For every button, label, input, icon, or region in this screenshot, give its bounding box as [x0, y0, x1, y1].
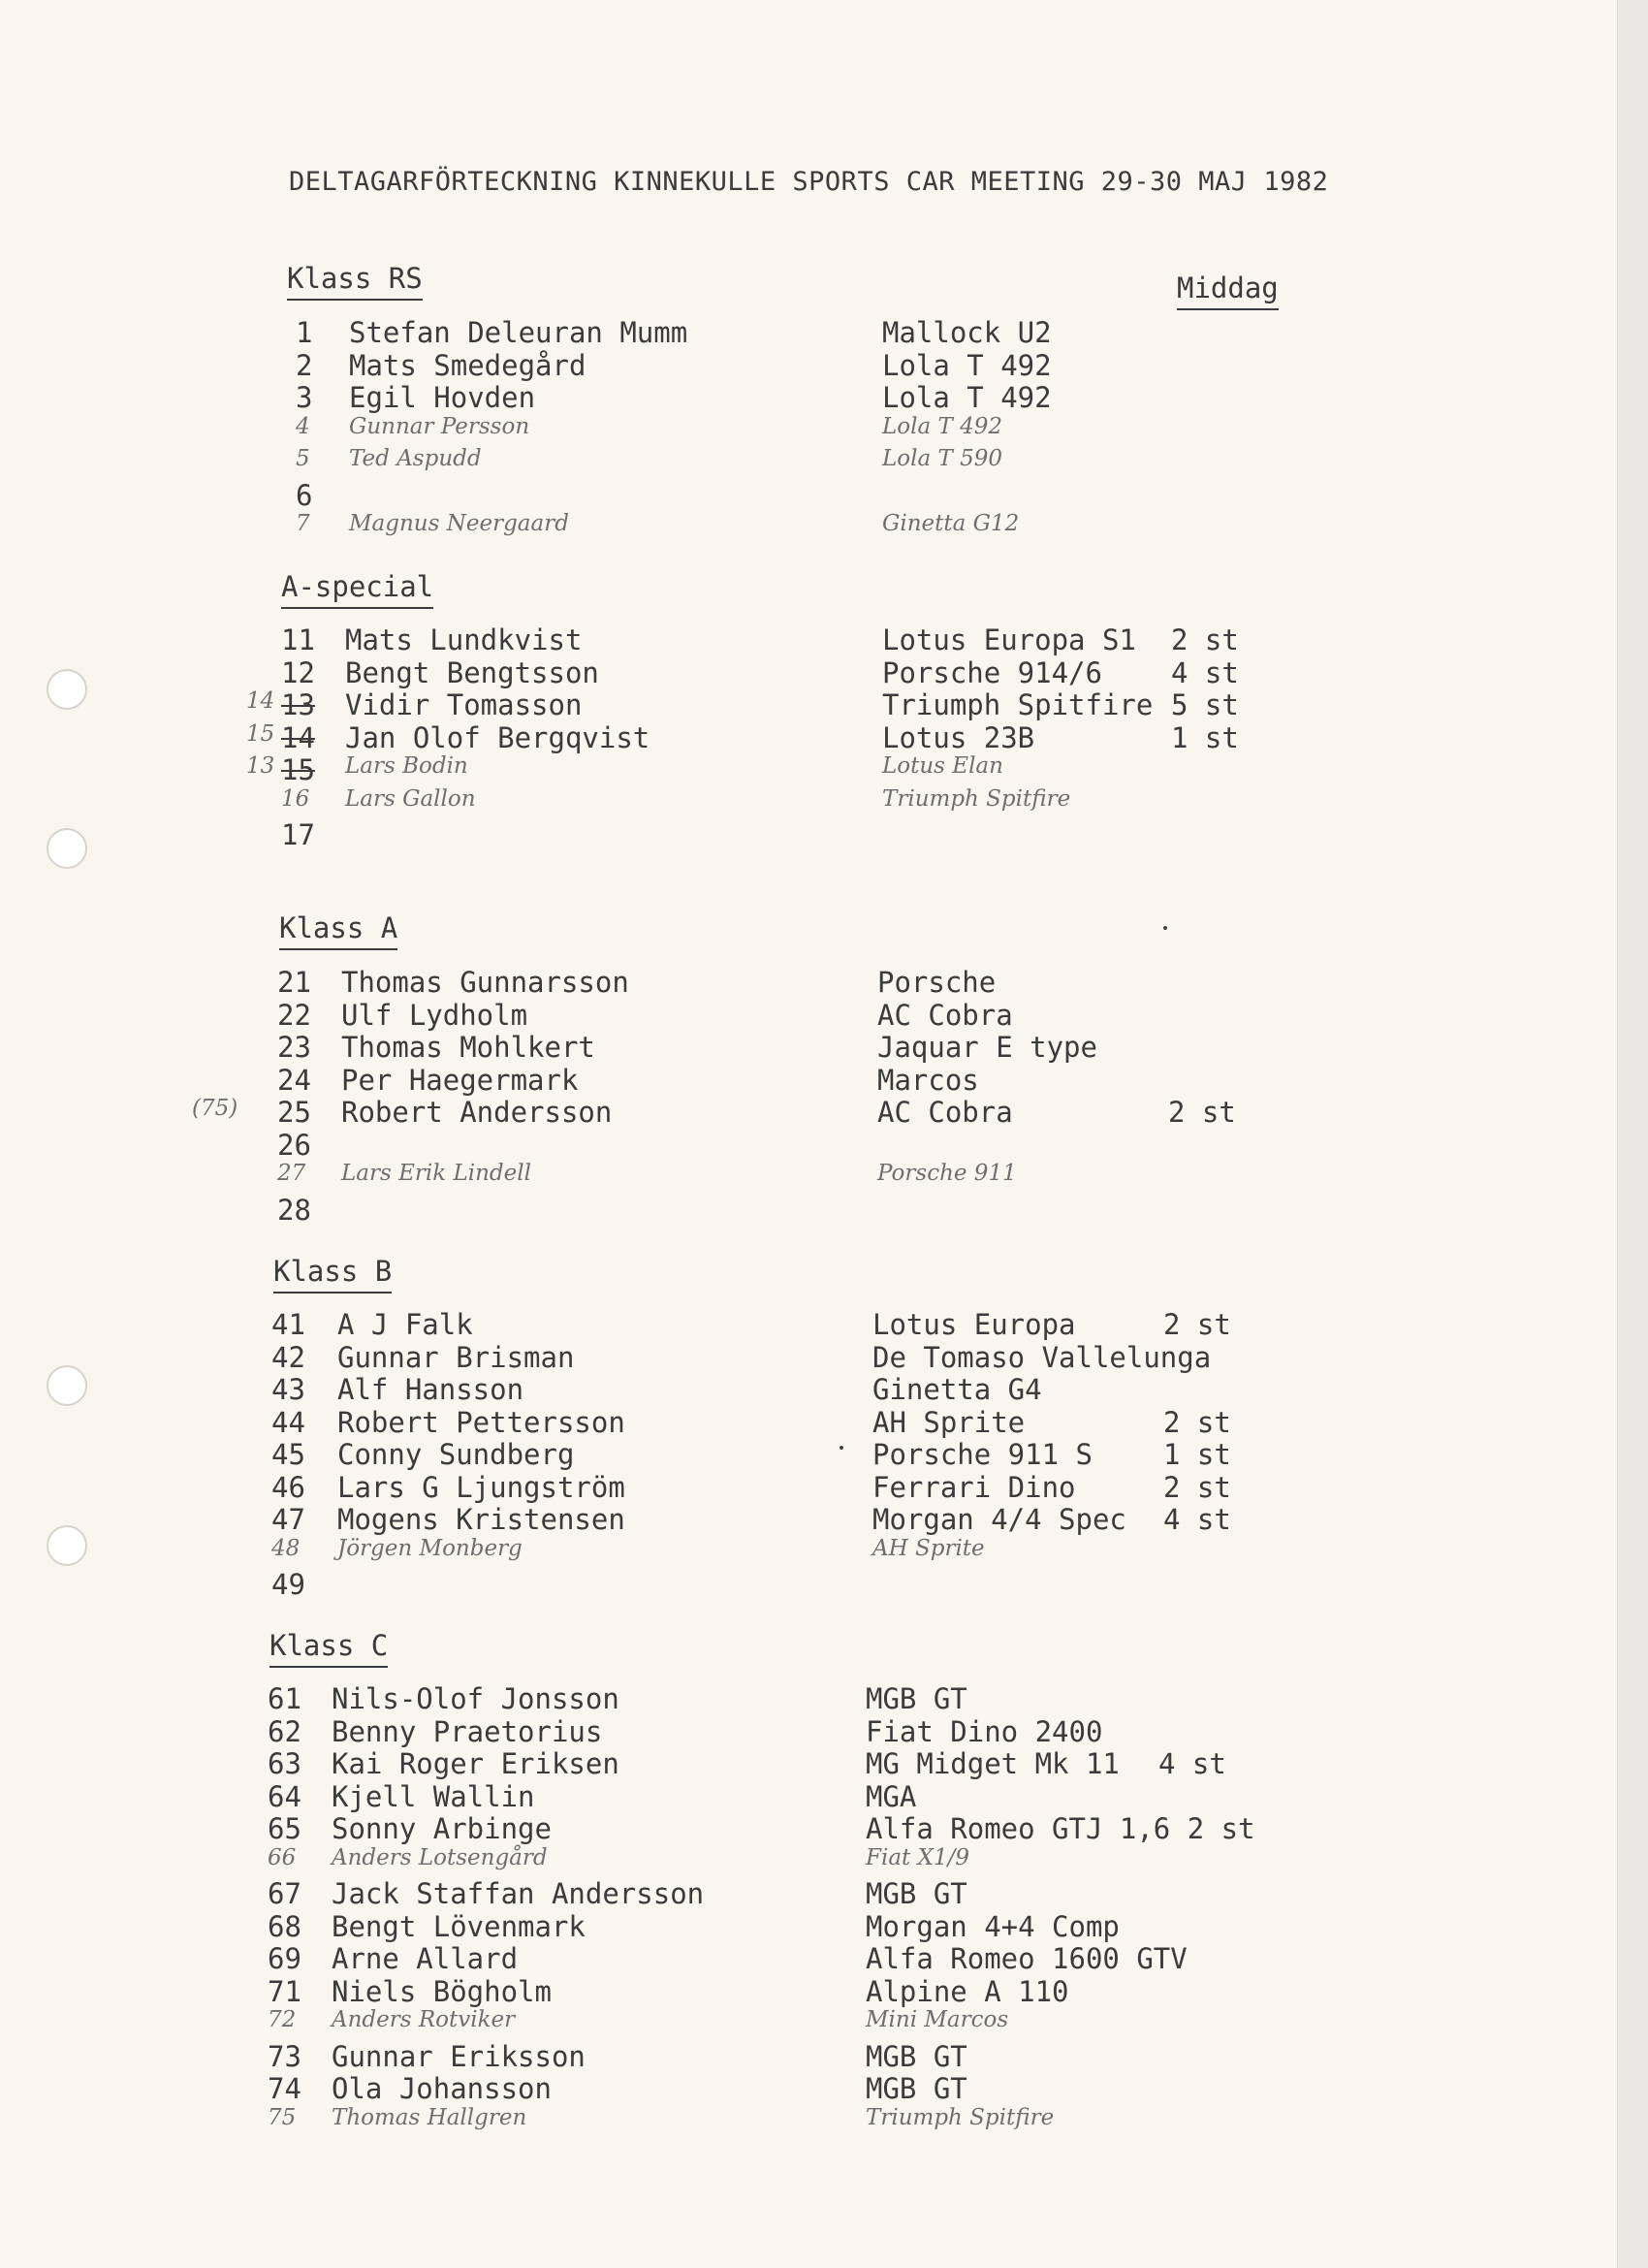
dinner-count: 2 st [1163, 1308, 1231, 1341]
car-model: Lola T 492 [882, 381, 1052, 414]
car-model: Triumph Spitfire [882, 785, 1071, 812]
dinner-count: 2 st [1168, 1096, 1236, 1129]
car-model: Lotus Europa [872, 1308, 1076, 1341]
driver-name: Niels Bögholm [332, 1974, 552, 2008]
entry-row [0, 753, 1357, 786]
entry-row [0, 1877, 1357, 1910]
driver-name: Magnus Neergaard [349, 511, 569, 536]
start-number: 12 [281, 655, 315, 689]
entry-row [0, 2072, 1357, 2105]
entry-row [0, 349, 1357, 382]
car-model: Ferrari Dino [872, 1470, 1076, 1504]
start-number: 67 [268, 1877, 301, 1910]
driver-name: Gunnar Brisman [337, 1340, 575, 1374]
driver-name: Per Haegermark [341, 1063, 579, 1097]
entry-row [0, 1503, 1357, 1536]
car-model: Porsche 911 [877, 1161, 1017, 1186]
driver-name: A J Falk [337, 1308, 473, 1341]
dinner-count: 2 st [1163, 1405, 1231, 1439]
start-number: 7 [296, 511, 310, 536]
entry-row [0, 1406, 1357, 1439]
driver-name: Lars Erik Lindell [341, 1161, 531, 1186]
entry-row [0, 1341, 1357, 1374]
entry-row [0, 1715, 1357, 1748]
start-number: 4 [296, 413, 310, 439]
start-number: 47 [271, 1503, 305, 1536]
car-model: Alpine A 110 [866, 1974, 1069, 2008]
driver-name: Lars G Ljungström [337, 1470, 625, 1504]
entry-row [0, 1161, 1357, 1194]
car-model: Jaquar E type [877, 1031, 1097, 1064]
entry-row [0, 786, 1357, 819]
car-model: Lola T 492 [882, 413, 1003, 439]
dinner-count: 4 st [1163, 1503, 1231, 1536]
car-model: Alfa Romeo 1600 GTV [866, 1942, 1188, 1975]
start-number: 48 [271, 1535, 301, 1561]
entry-row [0, 1031, 1357, 1064]
driver-name: Robert Andersson [341, 1096, 613, 1129]
driver-name: Ulf Lydholm [341, 998, 528, 1032]
car-model: Porsche 914/6 [882, 655, 1102, 689]
entry-row [0, 999, 1357, 1032]
start-number: 45 [271, 1438, 305, 1471]
entry-row [0, 1845, 1357, 1878]
car-model: Porsche [877, 966, 997, 999]
start-number: 22 [277, 998, 311, 1032]
section-heading: A-special [281, 570, 433, 609]
section-heading: Klass A [279, 911, 397, 950]
driver-name: Stefan Deleuran Mumm [349, 316, 688, 349]
start-number: 75 [268, 2104, 297, 2130]
entry-row [0, 1096, 1357, 1129]
driver-name: Gunnar Eriksson [332, 2039, 586, 2073]
driver-name: Mats Smedegård [349, 348, 586, 382]
start-number: 15 [281, 753, 315, 786]
driver-name: Jack Staffan Andersson [332, 1877, 705, 1910]
dinner-count: 4 st [1158, 1747, 1226, 1780]
entry-row [0, 1438, 1357, 1471]
handwritten-renumber: 13 [246, 753, 275, 779]
driver-name: Kjell Wallin [332, 1779, 535, 1813]
start-number: 5 [296, 446, 310, 471]
driver-name: Mats Lundkvist [345, 623, 583, 656]
driver-name: Bengt Bengtsson [345, 655, 599, 689]
car-model: Mini Marcos [866, 2007, 1009, 2032]
entry-row [0, 1308, 1357, 1341]
start-number: 6 [296, 478, 313, 512]
start-number: 13 [281, 688, 315, 721]
car-model: Morgan 4+4 Comp [866, 1909, 1120, 1943]
driver-name: Egil Hovden [349, 381, 536, 414]
start-number: 46 [271, 1470, 305, 1504]
entry-row [0, 818, 1357, 851]
entry-row [0, 656, 1357, 689]
car-model: Triumph Spitfire [866, 2104, 1055, 2130]
car-model: Fiat Dino 2400 [866, 1714, 1103, 1748]
start-number: 14 [281, 720, 315, 754]
start-number: 21 [277, 966, 311, 999]
section-heading: Klass B [273, 1255, 392, 1294]
entry-row [0, 1942, 1357, 1975]
driver-name: Anders Rotviker [332, 2007, 516, 2032]
start-number: 16 [281, 785, 310, 812]
handwritten-renumber: 15 [246, 720, 275, 747]
start-number: 2 [296, 348, 313, 382]
start-number: 68 [268, 1909, 301, 1943]
start-number: 62 [268, 1714, 301, 1748]
entry-row [0, 1682, 1357, 1715]
driver-name: Nils-Olof Jonsson [332, 1682, 619, 1715]
start-number: 61 [268, 1682, 301, 1715]
entry-row [0, 721, 1357, 754]
driver-name: Bengt Lövenmark [332, 1909, 586, 1943]
car-model: Lotus Elan [882, 753, 1003, 779]
start-number: 69 [268, 1942, 301, 1975]
dinner-count: 1 st [1171, 720, 1239, 754]
driver-name: Jörgen Monberg [337, 1535, 523, 1561]
dinner-count: 1 st [1163, 1438, 1231, 1471]
car-model: De Tomaso Vallelunga [872, 1340, 1212, 1374]
ink-speck [1163, 926, 1167, 930]
entry-row [0, 1812, 1357, 1845]
driver-name: Ted Aspudd [349, 446, 482, 471]
car-model: AC Cobra [877, 1096, 1013, 1129]
section-heading: Klass RS [287, 262, 423, 301]
entry-row [0, 414, 1357, 447]
driver-name: Thomas Gunnarsson [341, 966, 629, 999]
entry-row [0, 2105, 1357, 2138]
dinner-count: 2 st [1163, 1470, 1231, 1504]
driver-name: Conny Sundberg [337, 1438, 575, 1471]
entry-row [0, 511, 1357, 544]
start-number: 26 [277, 1128, 311, 1162]
page-title: DELTAGARFÖRTECKNING KINNEKULLE SPORTS CAR MEETING 29-30 MAJ 1982 [289, 167, 1329, 197]
entry-row [0, 381, 1357, 414]
car-model: MGB GT [866, 1682, 967, 1715]
start-number: 41 [271, 1308, 305, 1341]
entry-row [0, 1194, 1357, 1227]
car-model: Ginetta G12 [882, 511, 1020, 536]
car-model: Lotus Europa S1 [882, 623, 1136, 656]
entry-row [0, 1780, 1357, 1813]
car-model: MGA [866, 1779, 917, 1813]
car-model: Lotus 23B [882, 720, 1035, 754]
start-number: 23 [277, 1031, 311, 1064]
entry-row [0, 1747, 1357, 1780]
start-number: 27 [277, 1161, 306, 1186]
entry-row [0, 1373, 1357, 1406]
driver-name: Lars Gallon [345, 785, 476, 812]
entry-row [0, 1910, 1357, 1943]
driver-name: Gunnar Persson [349, 413, 530, 439]
entry-row [0, 688, 1357, 721]
driver-name: Mogens Kristensen [337, 1503, 625, 1536]
driver-name: Sonny Arbinge [332, 1812, 552, 1845]
handwritten-renumber: 14 [246, 688, 275, 714]
entry-row [0, 623, 1357, 656]
driver-name: Anders Lotsengård [332, 1844, 548, 1870]
car-model: Lola T 590 [882, 446, 1003, 471]
car-model: MGB GT [866, 1877, 967, 1910]
dinner-column-header: Middag [1177, 272, 1279, 310]
start-number: 64 [268, 1779, 301, 1813]
start-number: 73 [268, 2039, 301, 2073]
car-model: MGB GT [866, 2072, 967, 2105]
car-model: Fiat X1/9 [866, 1844, 969, 1870]
car-model: Ginetta G4 [872, 1373, 1042, 1406]
driver-name: Thomas Hallgren [332, 2104, 527, 2130]
start-number: 74 [268, 2072, 301, 2105]
entry-row [0, 966, 1357, 999]
driver-name: Lars Bodin [345, 753, 468, 779]
entry-row [0, 1536, 1357, 1569]
car-model: MGB GT [866, 2039, 967, 2073]
handwritten-renumber: (75) [192, 1096, 238, 1121]
start-number: 66 [268, 1844, 297, 1870]
entry-row [0, 316, 1357, 349]
car-model: AH Sprite [872, 1535, 985, 1561]
car-model: Mallock U2 [882, 316, 1052, 349]
start-number: 72 [268, 2007, 297, 2032]
entry-row [0, 446, 1357, 479]
car-model: AC Cobra [877, 998, 1013, 1032]
driver-name: Kai Roger Eriksen [332, 1747, 619, 1780]
car-model: MG Midget Mk 11 [866, 1747, 1120, 1780]
start-number: 3 [296, 381, 313, 414]
start-number: 63 [268, 1747, 301, 1780]
start-number: 24 [277, 1063, 311, 1097]
start-number: 17 [281, 818, 315, 851]
car-model: Alfa Romeo GTJ 1,6 2 st [866, 1812, 1255, 1845]
start-number: 1 [296, 316, 313, 349]
driver-name: Benny Praetorius [332, 1714, 603, 1748]
entry-row [0, 1975, 1357, 2008]
car-model: AH Sprite [872, 1405, 1026, 1439]
start-number: 71 [268, 1974, 301, 2008]
driver-name: Robert Pettersson [337, 1405, 625, 1439]
entry-row [0, 1064, 1357, 1097]
dinner-count: 2 st [1171, 623, 1239, 656]
car-model: Triumph Spitfire [882, 688, 1154, 721]
start-number: 42 [271, 1340, 305, 1374]
driver-name: Arne Allard [332, 1942, 519, 1975]
car-model: Lola T 492 [882, 348, 1052, 382]
entry-row [0, 2040, 1357, 2073]
driver-name: Jan Olof Bergqvist [345, 720, 650, 754]
entry-row [0, 1471, 1357, 1504]
driver-name: Ola Johansson [332, 2072, 552, 2105]
start-number: 25 [277, 1096, 311, 1129]
start-number: 49 [271, 1568, 305, 1601]
car-model: Morgan 4/4 Spec [872, 1503, 1126, 1536]
car-model: Marcos [877, 1063, 979, 1097]
start-number: 28 [277, 1193, 311, 1227]
start-number: 44 [271, 1405, 305, 1439]
dinner-count: 4 st [1171, 655, 1239, 689]
start-number: 43 [271, 1373, 305, 1406]
section-heading: Klass C [269, 1629, 388, 1668]
driver-name: Alf Hansson [337, 1373, 524, 1406]
entry-row [0, 2007, 1357, 2040]
start-number: 11 [281, 623, 315, 656]
dinner-count: 5 st [1171, 688, 1239, 721]
entry-row [0, 1568, 1357, 1601]
driver-name: Thomas Mohlkert [341, 1031, 595, 1064]
car-model: Porsche 911 S [872, 1438, 1093, 1471]
start-number: 65 [268, 1812, 301, 1845]
entry-row [0, 479, 1357, 512]
driver-name: Vidir Tomasson [345, 688, 583, 721]
entry-row [0, 1129, 1357, 1162]
